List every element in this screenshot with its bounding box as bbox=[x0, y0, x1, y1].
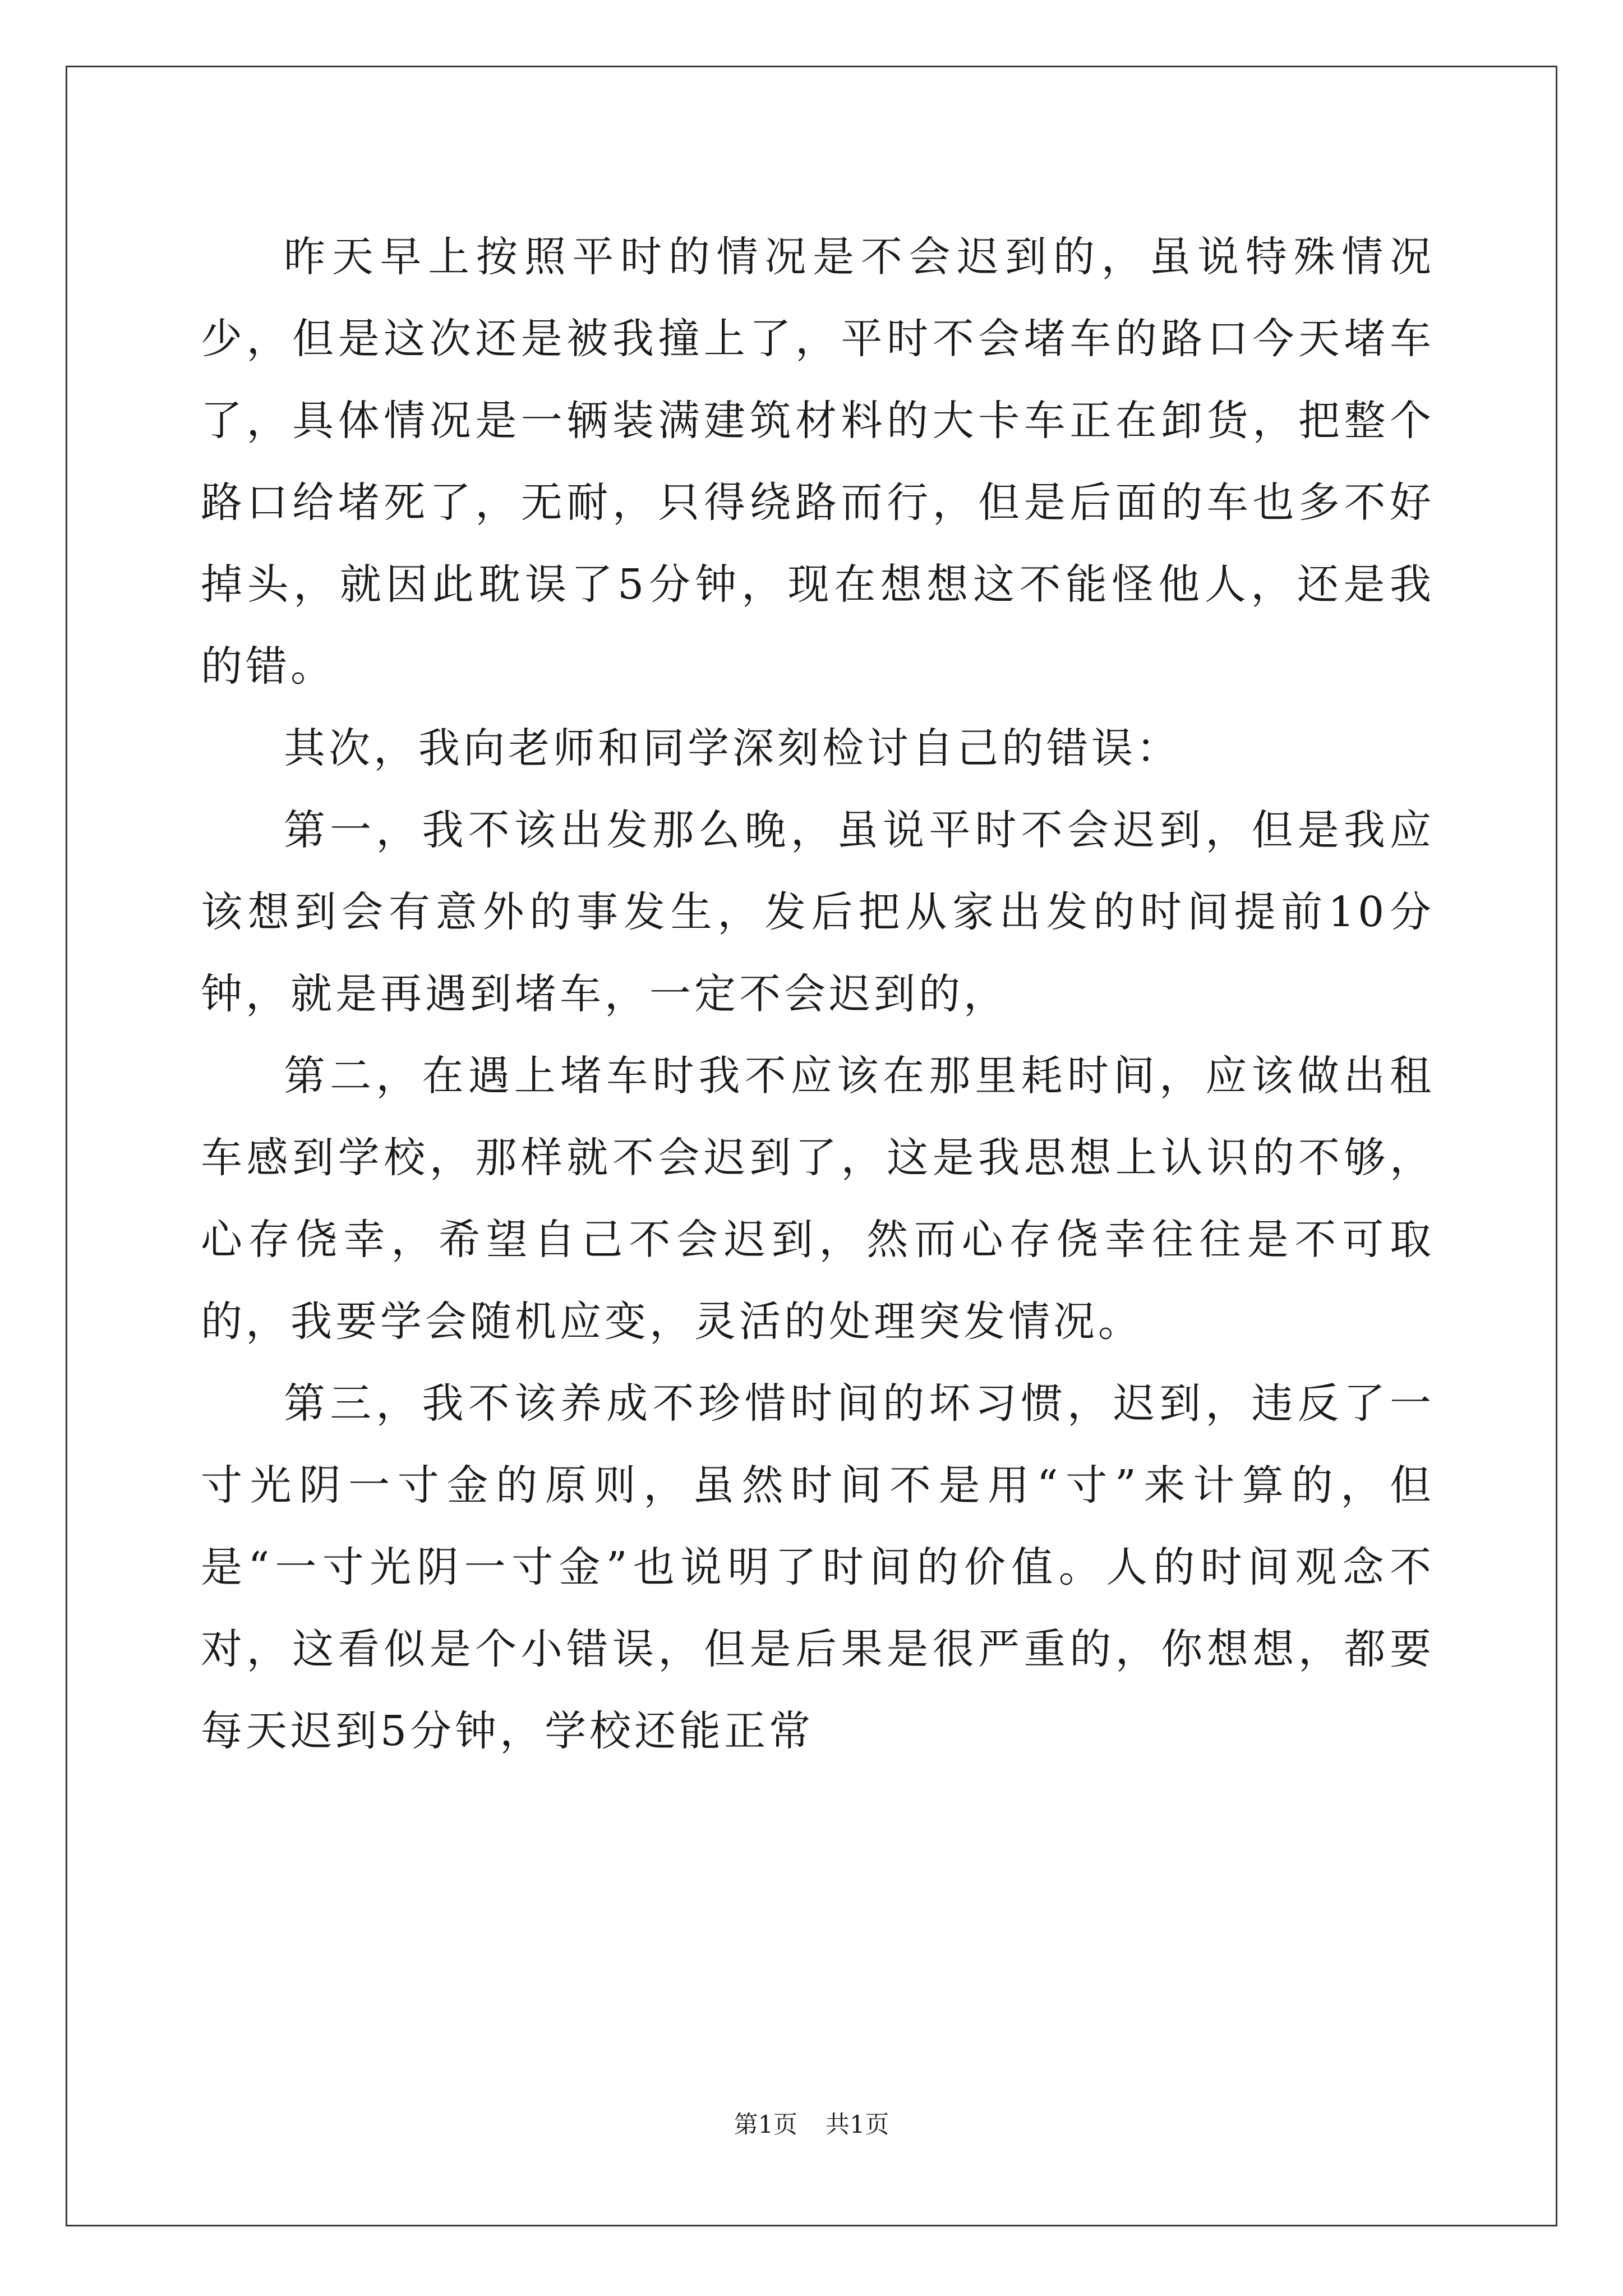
paragraph: 第三，我不该养成不珍惜时间的坏习惯，迟到，违反了一寸光阴一寸金的原则，虽然时间不是用“寸”来计算的，但是“一寸光阴一寸金”也说明了时间的价值。人的时间观念不对，这看似是个小错误，但是后果是很严重的，你想想，都要每天迟到5分钟，学校还能正常 bbox=[201, 1379, 1435, 1755]
paragraph: 第二，在遇上堵车时我不应该在那里耗时间，应该做出租车感到学校，那样就不会迟到了，这是我思想上认识的不够，心存侥幸，希望自己不会迟到，然而心存侥幸往往是不可取的，我要学会随机应变，灵活的处理突发情况。 bbox=[201, 1052, 1435, 1346]
paragraph: 昨天早上按照平时的情况是不会迟到的，虽说特殊情况少，但是这次还是被我撞上了，平时不会堵车的路口今天堵车了，具体情况是一辆装满建筑材料的大卡车正在卸货，把整个路口给堵死了，无耐，只得绕路而行，但是后面的车也多不好掉头，就因此耽误了5分钟，现在想想这不能怪他人，还是我的错。 bbox=[201, 233, 1435, 691]
paragraph: 其次，我向老师和同学深刻检讨自己的错误： bbox=[284, 724, 1181, 772]
page-number: 第1页 bbox=[734, 2111, 797, 2139]
document-body bbox=[201, 216, 1435, 1772]
paragraph: 第一，我不该出发那么晚，虽说平时不会迟到，但是我应该想到会有意外的事发生，发后把从家出发的时间提前10分钟，就是再遇到堵车，一定不会迟到的， bbox=[201, 806, 1435, 1018]
page-total: 共1页 bbox=[826, 2111, 889, 2139]
page-footer bbox=[0, 2108, 1623, 2142]
